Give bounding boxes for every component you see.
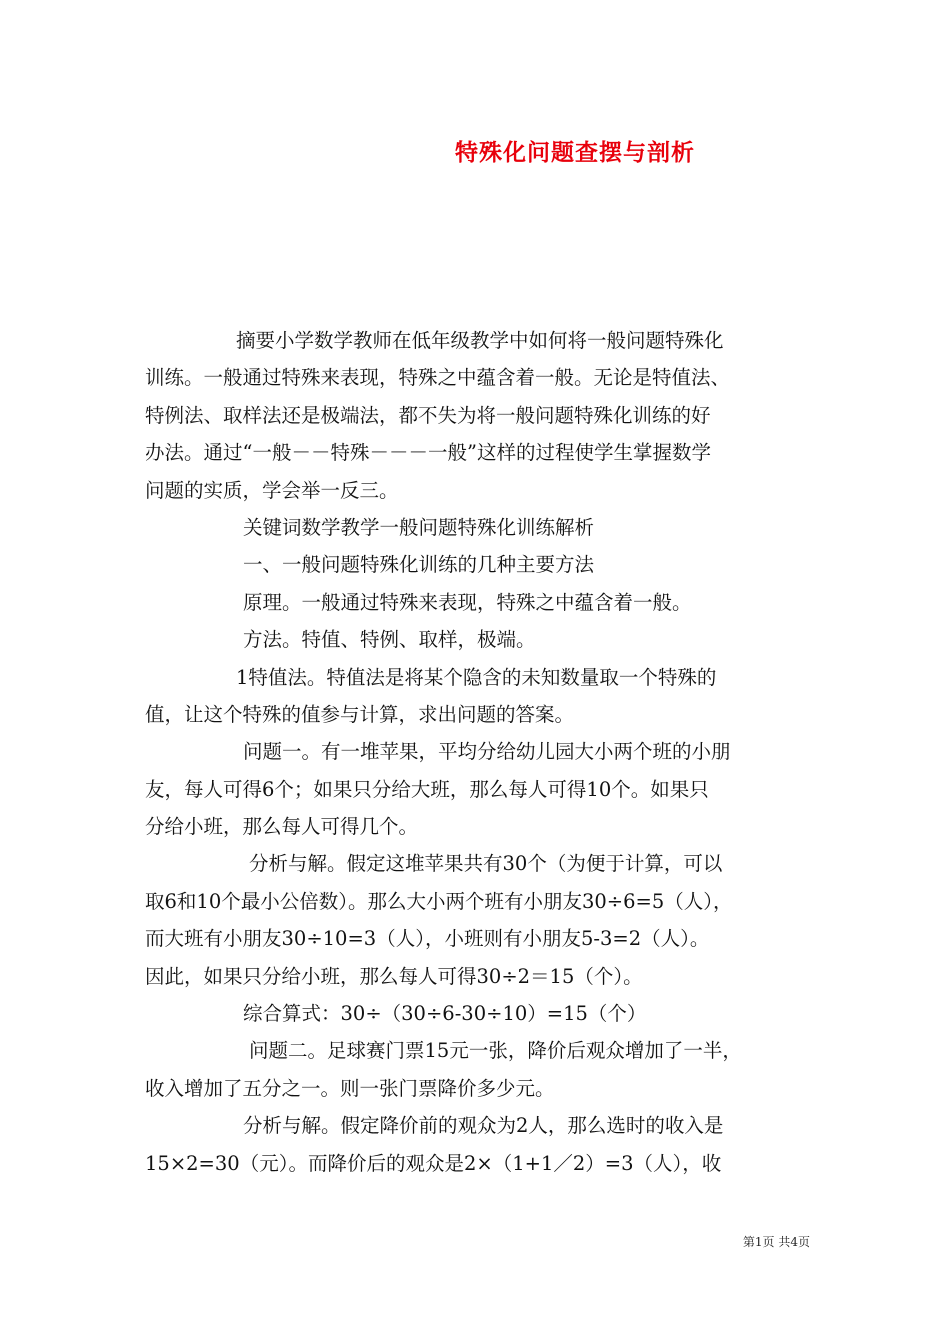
document-title: 特殊化问题查摆与剖析 <box>455 139 695 166</box>
section-heading: 一、一般问题特殊化训练的几种主要方法 <box>243 553 595 577</box>
body-line: 分给小班，那么每人可得几个。 <box>145 815 419 839</box>
body-line: 原理。一般通过特殊来表现，特殊之中蕴含着一般。 <box>243 590 692 614</box>
body-line: 问题一。有一堆苹果，平均分给幼儿园大小两个班的小朋 <box>243 740 731 764</box>
body-line: 取6和10个最小公倍数）。那么大小两个班有小朋友30÷6=5（人）， <box>145 889 733 913</box>
keywords-line: 关键词数学教学一般问题特殊化训练解析 <box>243 515 595 539</box>
body-line: 而大班有小朋友30÷10=3（人），小班则有小朋友5-3=2（人）。 <box>145 927 710 951</box>
body-line: 问题的实质，学会举一反三。 <box>145 478 399 502</box>
body-line: 问题二。足球赛门票15元一张，降价后观众增加了一半， <box>249 1039 742 1063</box>
body-line: 分析与解。假定降价前的观众为2人，那么选时的收入是 <box>243 1114 724 1138</box>
body-line: 因此，如果只分给小班，那么每人可得30÷2＝15（个）。 <box>145 964 643 988</box>
body-line: 特例法、取样法还是极端法，都不失为将一般问题特殊化训练的好 <box>145 403 711 427</box>
body-line: 收入增加了五分之一。则一张门票降价多少元。 <box>145 1076 555 1100</box>
body-line: 综合算式：30÷（30÷6-30÷10）=15（个） <box>243 1002 647 1026</box>
body-line: 值，让这个特殊的值参与计算，求出问题的答案。 <box>145 702 575 726</box>
body-line: 训练。一般通过特殊来表现，特殊之中蕴含着一般。无论是特值法、 <box>145 366 731 390</box>
page-footer: 第1页 共4页 <box>742 1235 810 1249</box>
body-line: 办法。通过“一般－－特殊－－－一般”这样的过程使学生掌握数学 <box>145 441 711 465</box>
body-line: 分析与解。假定这堆苹果共有30个（为便于计算，可以 <box>249 852 723 876</box>
body-line: 友，每人可得6个；如果只分给大班，那么每人可得10个。如果只 <box>145 777 709 801</box>
document-body <box>145 322 813 1182</box>
body-line: 1特值法。特值法是将某个隐含的未知数量取一个特殊的 <box>236 665 717 689</box>
body-line: 摘要小学数学教师在低年级教学中如何将一般问题特殊化 <box>236 329 724 352</box>
body-line: 15×2=30（元）。而降价后的观众是2×（1+1／2）=3（人），收 <box>145 1151 722 1175</box>
body-line: 方法。特值、特例、取样，极端。 <box>243 628 536 652</box>
